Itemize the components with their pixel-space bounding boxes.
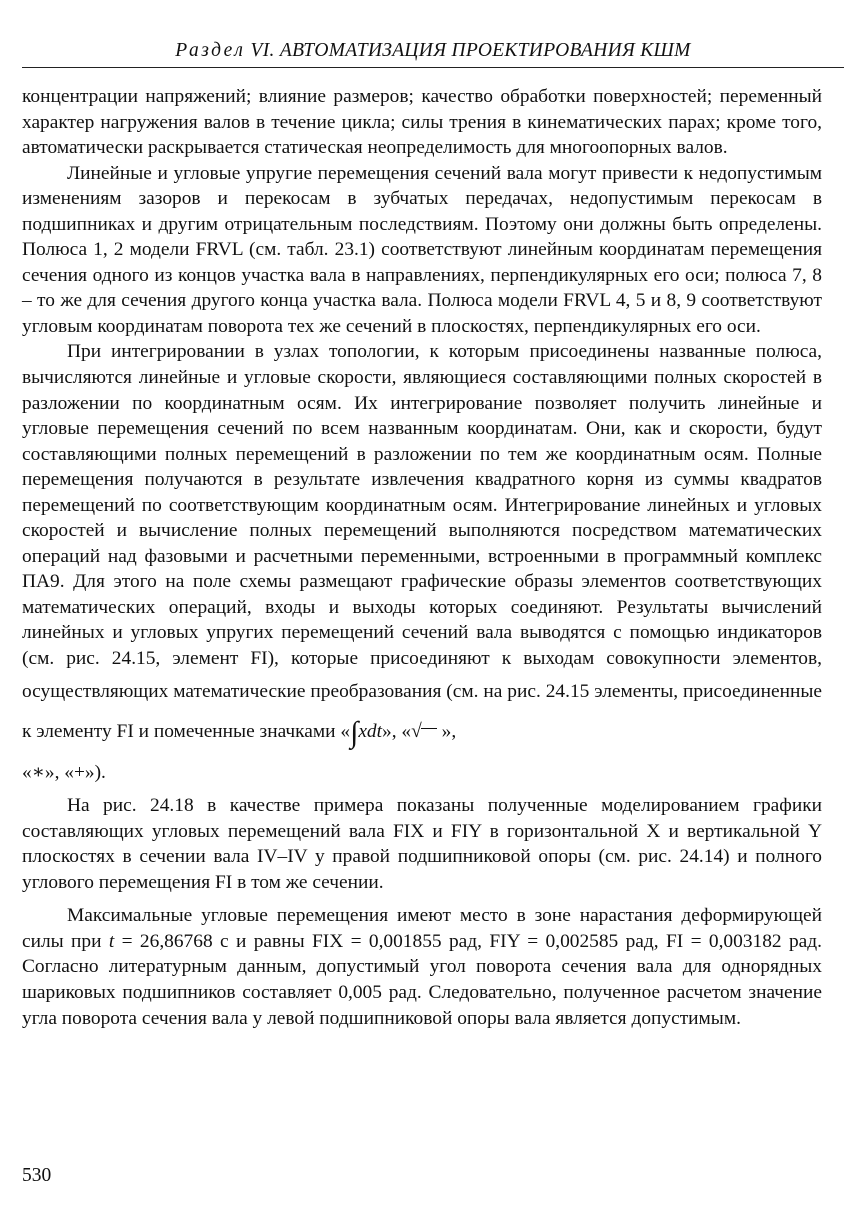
integral-symbol: ∫ (350, 715, 359, 749)
running-header-title: VI. АВТОМАТИЗАЦИЯ ПРОЕКТИРОВАНИЯ КШМ (250, 40, 691, 61)
formula-end: », (441, 720, 457, 742)
formula-xdt: xdt (358, 720, 383, 742)
paragraph-continuation: концентрации напряжений; влияние размеров; качество обработки поверхностей; переменный характер нагружения валов в течение цикла; силы трения в кинематических парах; кроме того, автоматически раскрывается статическая неопределимость для многоопорных валов. (22, 86, 822, 159)
paragraph-displacements: Линейные и угловые упругие перемещения сечений вала могут привести к недопустимым изменениям зазоров и перекосам в зубчатых передачах, недопустимым перекосам в подшипниках и другим отрицательным последствиям. Поэтому они должны быть определены. Полюса 1, 2 модели FRVL (см. табл. 23.1) соответствуют линейным координатам перемещения сечения одного из концов участка вала в направлениях, перпендикулярных его оси; полюса 7, 8 – то же для сечения другого конца участка вала. Полюса модели FRVL 4, 5 и 8, 9 соответствуют угловым координатам поворота тех же сечений в плоскостях, перпендикулярных его оси. (22, 162, 822, 337)
paragraph-figure-ref: На рис. 24.18 в качестве примера показаны полученные моделированием графики составляющих угловых перемещений вала FIX и FIY в горизонтальной X и вертикальной Y плоскостях в сечении вала IV–IV у правой подшипниковой опоры (см. рис. 24.14) и полного углового перемещения FI в том же сечении. (22, 795, 822, 893)
running-header (22, 40, 844, 62)
paragraph-integration (22, 339, 822, 751)
paragraph-results (22, 903, 822, 1031)
results-text-a: Максимальные угловые перемещения имеют место в зоне нарастания деформирующей силы при (22, 905, 822, 952)
results-text-b: = 26,86768 с и равны FIX = 0,001855 рад, FIY = 0,002585 рад, FI = 0,003182 рад. Согласно литературным данным, допустимый угол поворота сечения вала для однорядных шариковых подшипников составляет 0,005 рад. Следовательно, полученное расчетом значение угла поворота сечения вала у левой подшипниковой опоры вала является допустимым. (22, 930, 822, 1029)
paragraph-integration-text: При интегрировании в узлах топологии, к которым присоединены названные полюса, вычисляются линейные и угловые скорости, являющиеся составляющими полных скоростей в разложении по координатным осям. Их интегрирование позволяет получить линейные и угловые перемещения сечений по всем названным координатам. Они, как и скорости, будут составляющими полных перемещений в разложении по тем же координатным осям. Полные перемещения получаются в результате извлечения квадратного корня из суммы квадратов перемещений по соответствующим координатным осям. Интегрирование линейных и угловых скоростей и вычисление полных перемещений выполняются посредством математических операций над фазовыми и расчетными переменными, встроенными в программный комплекс ПА9. Для этого на поле схемы размещают графические образы элементов соответствующих математических операций, входы и выходы которых соединяют. Результаты вычислений линейных и угловых упругих перемещений сечений вала выводятся с помощью индикаторов (см. рис. 24.15, элемент FI), которые присоединяют к выходам совокупности элементов, осуществляющих математические преобразования (см. на рис. 24.15 (22, 341, 822, 702)
page-number: 530 (22, 1165, 52, 1186)
formula-lead: элементы, присоединенные к элементу FI и помеченные значками « (22, 680, 822, 742)
paragraph-integration-tail: «∗», «+»). (22, 761, 106, 783)
page-body (22, 84, 822, 1031)
header-rule (22, 67, 844, 68)
running-header-part: Раздел (175, 40, 246, 61)
sqrt-glyph: √ (411, 720, 422, 742)
sqrt-symbol (411, 721, 437, 742)
formula-mid: », « (382, 720, 412, 742)
results-time-var: t (108, 930, 115, 952)
sqrt-overline (421, 728, 437, 729)
